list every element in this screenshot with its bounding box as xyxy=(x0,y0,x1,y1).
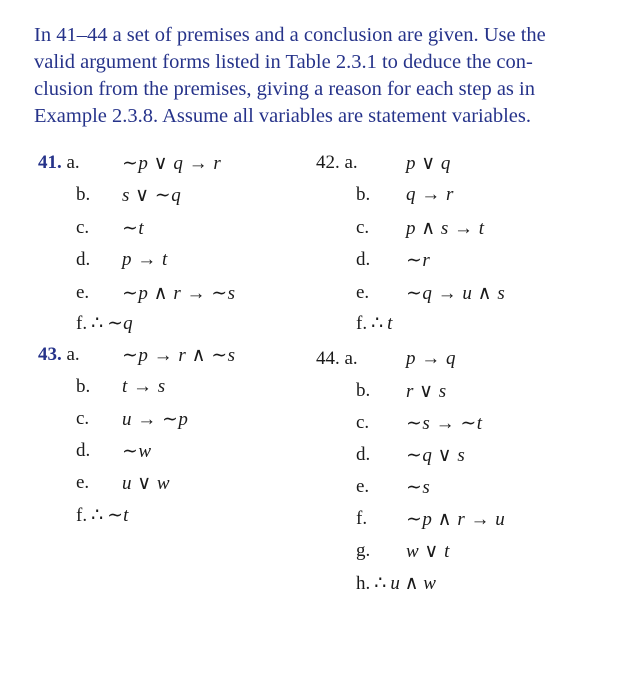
premise-label: a. xyxy=(66,152,80,173)
problem-44 xyxy=(316,348,606,608)
problem-43 xyxy=(38,344,308,534)
instructions-paragraph xyxy=(34,22,606,130)
premise-expression: q → r xyxy=(406,184,454,205)
premise-label: c. xyxy=(76,217,90,238)
conclusion xyxy=(76,504,128,527)
premise-label: a. xyxy=(66,344,80,365)
premise-expression: w ∨ t xyxy=(406,541,450,562)
premise-label: b. xyxy=(76,376,91,397)
problem-number xyxy=(316,348,358,370)
premise-expression: ∼p ∨ q → r xyxy=(122,153,222,174)
problem-41 xyxy=(38,152,288,342)
therefore-symbol: ∴ xyxy=(91,505,104,526)
premise-expression: ∼q ∨ s xyxy=(406,445,466,466)
problem-42 xyxy=(316,152,596,342)
problem-number xyxy=(316,152,358,174)
problem-number-text: 43. xyxy=(38,344,62,365)
premise-label: a. xyxy=(344,348,358,369)
premise-label: c. xyxy=(356,217,370,238)
premise-label: e. xyxy=(356,476,370,497)
problem-number-text: 44. xyxy=(316,348,340,369)
premise-label: e. xyxy=(356,282,370,303)
instructions-line: In 41–44 a set of premises and a conclusion are given. Use the xyxy=(34,24,546,46)
therefore-symbol: ∴ xyxy=(371,313,384,334)
premise-label: e. xyxy=(76,472,90,493)
conclusion xyxy=(356,312,392,335)
premise-label: f. xyxy=(356,508,368,529)
conclusion-expression: t xyxy=(387,313,393,334)
premise-expression: t → s xyxy=(122,376,166,397)
problem-number-text: 41. xyxy=(38,152,62,173)
premise-expression: ∼q → u ∧ s xyxy=(406,283,506,304)
conclusion xyxy=(356,572,436,595)
premise-expression: u ∨ w xyxy=(122,473,171,494)
conclusion-label: h. xyxy=(356,573,371,594)
premise-expression: ∼p ∧ r → ∼s xyxy=(122,283,236,304)
premise-expression: p → t xyxy=(122,249,168,270)
premise-expression: u → ∼p xyxy=(122,409,189,430)
conclusion-label: f. xyxy=(356,313,368,334)
premise-label: b. xyxy=(356,380,371,401)
premise-expression: p ∧ s → t xyxy=(406,218,485,239)
premise-expression: ∼s xyxy=(406,477,431,498)
premise-expression: ∼p ∧ r → u xyxy=(406,509,506,530)
problem-number xyxy=(38,344,80,366)
premise-expression: p ∨ q xyxy=(406,153,451,174)
premise-expression: p → q xyxy=(406,348,456,369)
premise-label: d. xyxy=(76,440,91,461)
conclusion-label: f. xyxy=(76,313,88,334)
conclusion-expression: u ∧ w xyxy=(390,573,436,594)
premise-label: b. xyxy=(356,184,371,205)
premise-expression: ∼s → ∼t xyxy=(406,413,483,434)
conclusion-expression: ∼t xyxy=(107,505,129,526)
premise-expression: ∼t xyxy=(122,218,145,239)
premise-label: b. xyxy=(76,184,91,205)
premise-label: d. xyxy=(356,444,371,465)
premise-expression: r ∨ s xyxy=(406,381,447,402)
therefore-symbol: ∴ xyxy=(91,313,104,334)
premise-expression: s ∨ ∼q xyxy=(122,185,182,206)
therefore-symbol: ∴ xyxy=(374,573,387,594)
premise-label: d. xyxy=(76,249,91,270)
conclusion-label: f. xyxy=(76,505,88,526)
conclusion-expression: ∼q xyxy=(107,313,133,334)
instructions-line: Example 2.3.8. Assume all variables are statement variables. xyxy=(34,105,531,127)
premise-expression: ∼r xyxy=(406,250,431,271)
premise-label: d. xyxy=(356,249,371,270)
premise-label: c. xyxy=(356,412,370,433)
premise-expression: ∼w xyxy=(122,441,152,462)
problem-number xyxy=(38,152,80,174)
premise-label: c. xyxy=(76,408,90,429)
problem-number-text: 42. xyxy=(316,152,340,173)
premise-expression: ∼p → r ∧ ∼s xyxy=(122,345,236,366)
instructions-line: clusion from the premises, giving a reason for each step as in xyxy=(34,78,535,100)
premise-label: e. xyxy=(76,282,90,303)
instructions-line: valid argument forms listed in Table 2.3.1 to deduce the con- xyxy=(34,51,533,73)
conclusion xyxy=(76,312,133,335)
premise-label: a. xyxy=(344,152,358,173)
premise-label: g. xyxy=(356,540,371,561)
